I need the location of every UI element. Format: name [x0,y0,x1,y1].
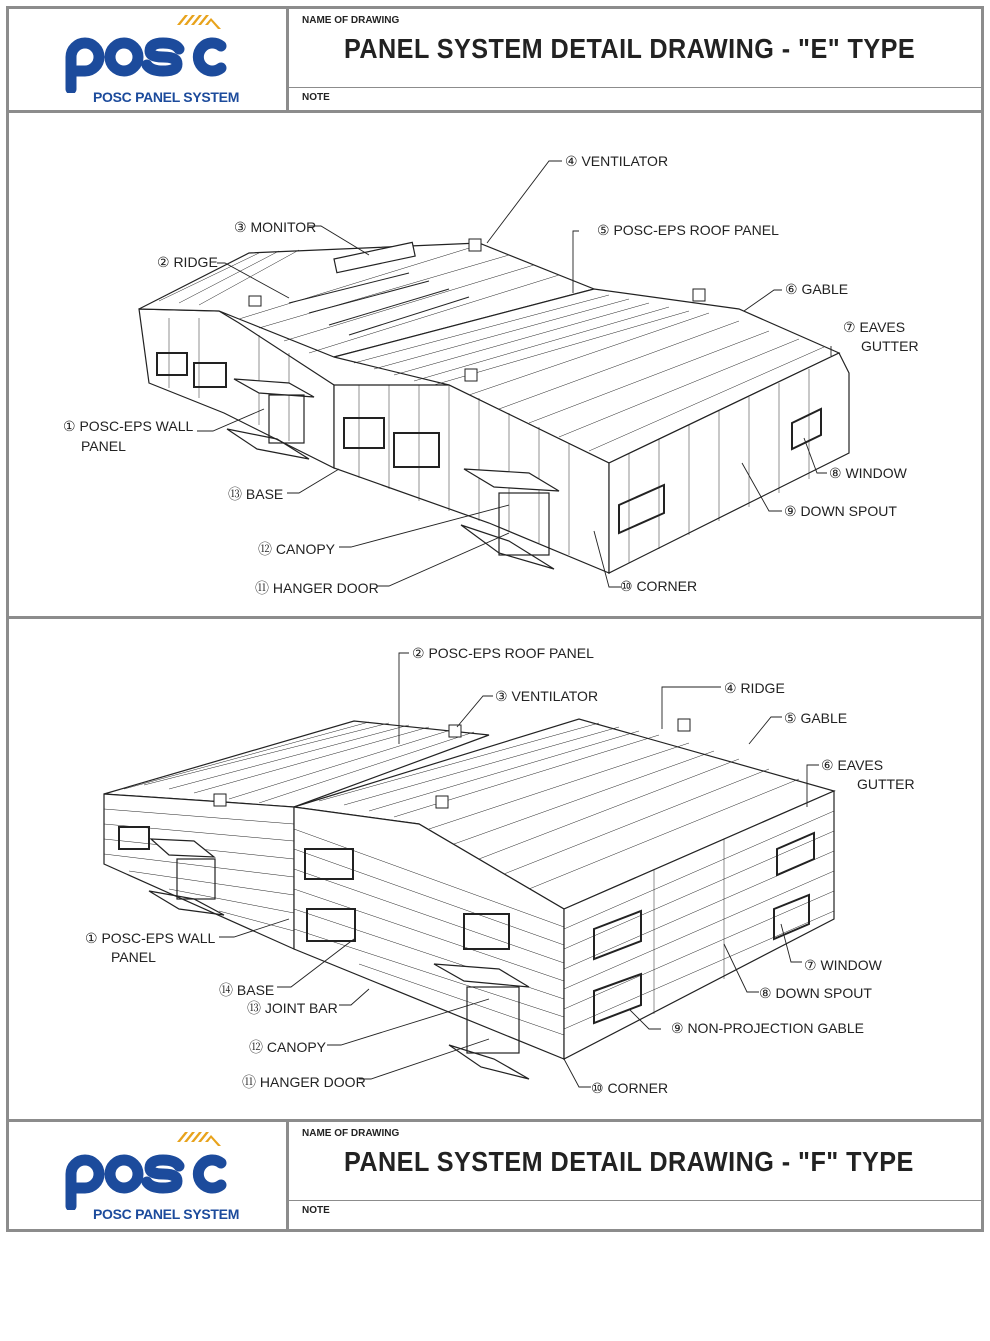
label-down-spout: ⑧ DOWN SPOUT [759,985,872,1001]
note-label: NOTE [302,1205,330,1216]
label-hanger-door: ⑪ HANGER DOOR [255,580,379,596]
label-base: ⑭ BASE [219,982,275,998]
label-canopy: ⑫ CANOPY [258,541,336,557]
name-of-drawing-label: NAME OF DRAWING [302,15,400,26]
drawing-title: PANEL SYSTEM DETAIL DRAWING - "E" TYPE [344,33,916,64]
title-block-f [9,1119,981,1229]
title-block-e [9,9,981,113]
posc-logo-mark-icon [57,1130,247,1210]
logo-subtitle: POSC PANEL SYSTEM [93,1206,240,1222]
building-e-drawing [9,113,981,616]
label-down-spout: ⑨ DOWN SPOUT [784,503,897,519]
label-wall-panel-line2: PANEL [81,438,126,454]
label-gable: ⑤ GABLE [784,710,848,726]
label-roof-panel: ⑤ POSC-EPS ROOF PANEL [597,222,779,238]
label-eaves-line2: GUTTER [861,338,919,354]
name-of-drawing-label: NAME OF DRAWING [302,1128,400,1139]
label-canopy: ⑫ CANOPY [249,1039,327,1055]
label-eaves-line1: ⑦ EAVES [843,319,906,335]
label-corner: ⑩ CORNER [620,578,698,594]
label-window: ⑧ WINDOW [829,465,907,481]
label-ventilator: ③ VENTILATOR [495,688,599,704]
posc-logo-mark-icon [57,13,247,93]
label-window: ⑦ WINDOW [804,957,882,973]
label-ridge: ② RIDGE [157,254,218,270]
label-ventilator: ④ VENTILATOR [565,153,669,169]
logo-subtitle: POSC PANEL SYSTEM [93,89,240,105]
note-row [289,87,981,111]
label-ridge: ④ RIDGE [724,680,785,696]
diagram-f-type [9,619,981,1119]
label-eaves-line2: GUTTER [857,776,915,792]
drawing-sheet [6,6,984,1232]
posc-logo [9,9,289,110]
label-non-projection-gable: ⑨ NON-PROJECTION GABLE [671,1020,865,1036]
drawing-title: PANEL SYSTEM DETAIL DRAWING - "F" TYPE [344,1146,914,1177]
posc-logo [9,1122,289,1229]
label-joint-bar: ⑬ JOINT BAR [247,1000,338,1016]
label-eaves-line1: ⑥ EAVES [821,757,884,773]
label-wall-panel-line2: PANEL [111,949,156,965]
diagram-e-type [9,113,981,616]
note-label: NOTE [302,92,330,103]
label-wall-panel-line1: ① POSC-EPS WALL [85,930,216,946]
label-gable: ⑥ GABLE [785,281,849,297]
label-wall-panel-line1: ① POSC-EPS WALL [63,418,194,434]
label-roof-panel: ② POSC-EPS ROOF PANEL [412,645,594,661]
note-row [289,1200,981,1224]
label-hanger-door: ⑪ HANGER DOOR [242,1074,366,1090]
label-corner: ⑩ CORNER [591,1080,669,1096]
label-base: ⑬ BASE [228,486,284,502]
label-monitor: ③ MONITOR [234,219,317,235]
